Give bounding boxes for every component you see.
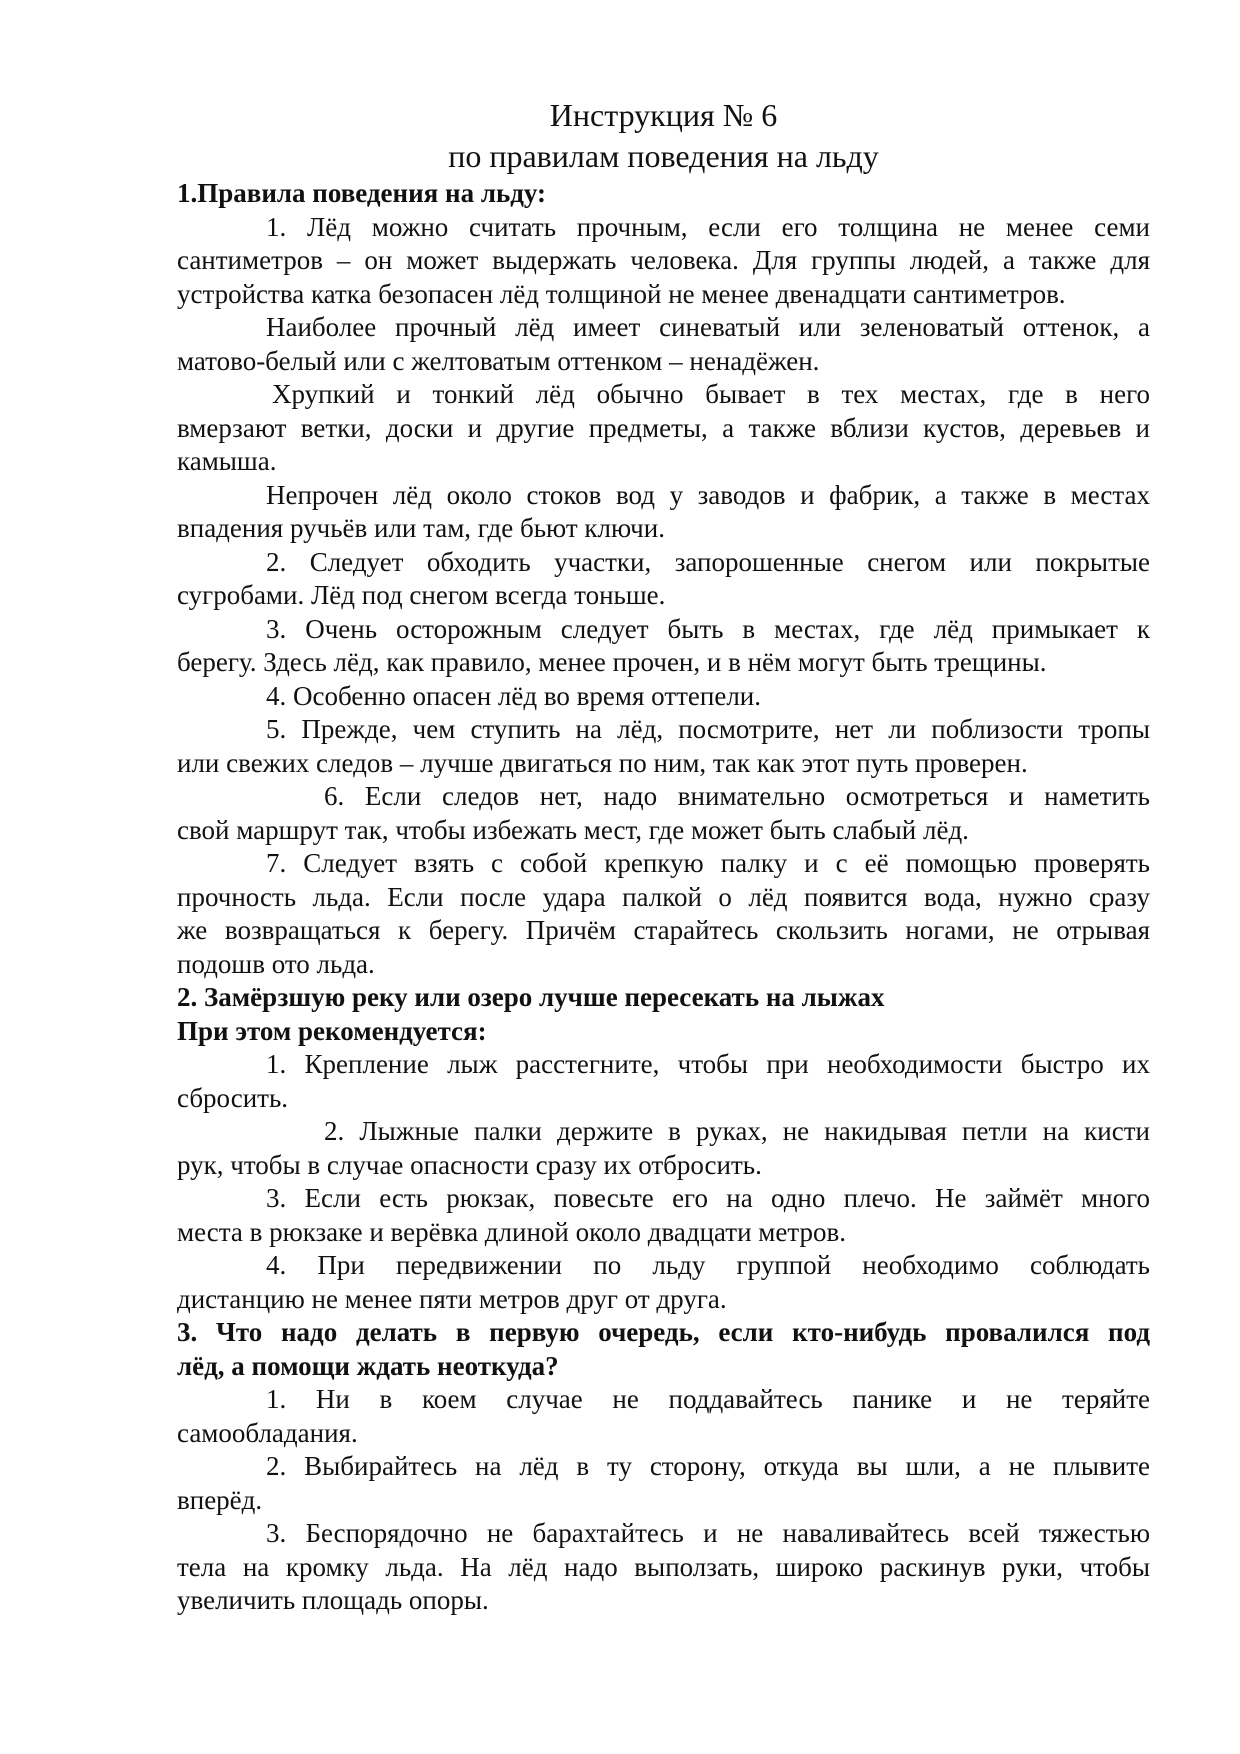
- text-line: сбросить.: [177, 1082, 289, 1113]
- text-line: При этом рекомендуется:: [177, 1015, 487, 1046]
- text-line: подошв ото льда.: [177, 948, 375, 979]
- paragraph: [177, 1517, 1150, 1618]
- text-line: 1. Крепление лыж расстегните, чтобы при необходимости быстро их: [266, 1049, 1150, 1079]
- paragraph: [177, 1450, 1150, 1517]
- text-line: 2. Следует обходить участки, запорошенные снегом или покрытые: [266, 546, 1150, 577]
- paragraph: [177, 1249, 1150, 1316]
- text-line: берегу. Здесь лёд, как правило, менее прочен, и в нём могут быть трещины.: [177, 647, 1047, 677]
- document-body: [177, 177, 1150, 1618]
- document-page: [177, 95, 1150, 1618]
- section-heading: [177, 981, 1150, 1015]
- text-line: 2. Лыжные палки держите в руках, не накидывая петли на кисти: [324, 1116, 1150, 1146]
- paragraph: [177, 1182, 1150, 1249]
- text-line: 1. Ни в коем случае не поддавайтесь панике и не теряйте: [266, 1384, 1150, 1414]
- text-line: 3. Если есть рюкзак, повесьте его на одно плечо. Не займёт много: [266, 1183, 1150, 1213]
- text-line: вперёд.: [177, 1484, 263, 1515]
- document-title: Инструкция № 6: [549, 97, 778, 133]
- text-line: 6. Если следов нет, надо внимательно осмотреться и наметить: [324, 781, 1150, 811]
- text-line: 7. Следует взять с собой крепкую палку и с её помощью проверять: [266, 848, 1150, 878]
- text-line: места в рюкзаке и верёвка длиной около двадцати метров.: [177, 1216, 847, 1247]
- paragraph: [177, 546, 1150, 613]
- paragraph: [177, 378, 1150, 479]
- text-line: 1. Лёд можно считать прочным, если его толщина не менее семи: [266, 211, 1150, 242]
- paragraph: [177, 211, 1150, 312]
- paragraph: [177, 1115, 1150, 1182]
- text-line: 3. Очень осторожным следует быть в местах, где лёд примыкает к: [266, 613, 1150, 644]
- text-line: свой маршрут так, чтобы избежать мест, где может быть слабый лёд.: [177, 814, 969, 845]
- text-line: увеличить площадь опоры.: [177, 1585, 489, 1615]
- paragraph: [177, 680, 1150, 714]
- document-subtitle: по правилам поведения на льду: [448, 138, 879, 174]
- text-line: тела на кромку льда. На лёд надо выползать, широко раскинув руки, чтобы: [177, 1551, 1150, 1582]
- text-line: вмерзают ветки, доски и другие предметы, а также вблизи кустов, деревьев и: [177, 412, 1150, 443]
- paragraph: [177, 1383, 1150, 1450]
- text-line: или свежих следов – лучше двигаться по ним, так как этот путь проверен.: [177, 747, 1028, 778]
- text-line: Непрочен лёд около стоков вод у заводов и фабрик, а также в местах: [266, 479, 1150, 510]
- paragraph: [177, 311, 1150, 378]
- text-line: самообладания.: [177, 1417, 358, 1448]
- text-line: Наиболее прочный лёд имеет синеватый или зеленоватый оттенок, а: [266, 312, 1150, 342]
- section-heading: [177, 1015, 1150, 1049]
- text-line: 5. Прежде, чем ступить на лёд, посмотрите, нет ли поблизости тропы: [266, 714, 1150, 744]
- text-line: камыша.: [177, 446, 277, 476]
- text-line: впадения ручьёв или там, где бьют ключи.: [177, 513, 665, 543]
- text-line: 2. Замёрзшую реку или озеро лучше пересекать на лыжах: [177, 982, 885, 1012]
- text-line: Хрупкий и тонкий лёд обычно бывает в тех местах, где в него: [272, 379, 1150, 409]
- text-line: сугробами. Лёд под снегом всегда тоньше.: [177, 580, 666, 610]
- paragraph: [177, 1048, 1150, 1115]
- text-line: 4. Особенно опасен лёд во время оттепели.: [266, 680, 762, 711]
- text-line: дистанцию не менее пяти метров друг от друга.: [177, 1283, 727, 1314]
- paragraph: [177, 713, 1150, 780]
- paragraph: [177, 847, 1150, 981]
- paragraph: [177, 479, 1150, 546]
- section-heading: [177, 1316, 1150, 1383]
- text-line: лёд, а помощи ждать неоткуда?: [177, 1350, 559, 1381]
- section-heading: [177, 177, 1150, 211]
- text-line: прочность льда. Если после удара палкой о лёд появится вода, нужно сразу: [177, 881, 1150, 912]
- paragraph: [177, 780, 1150, 847]
- text-line: матово-белый или с желтоватым оттенком – ненадёжен.: [177, 345, 820, 376]
- text-line: устройства катка безопасен лёд толщиной не менее двенадцати сантиметров.: [177, 278, 1066, 309]
- paragraph: [177, 613, 1150, 680]
- text-line: 4. При передвижении по льду группой необходимо соблюдать: [266, 1250, 1150, 1280]
- text-line: же возвращаться к берегу. Причём старайтесь скользить ногами, не отрывая: [177, 915, 1150, 945]
- text-line: 2. Выбирайтесь на лёд в ту сторону, откуда вы шли, а не плывите: [266, 1451, 1150, 1481]
- text-line: рук, чтобы в случае опасности сразу их отбросить.: [177, 1149, 762, 1180]
- text-line: 3. Что надо делать в первую очередь, если кто-нибудь провалился под: [177, 1317, 1150, 1347]
- text-line: сантиметров – он может выдержать человека. Для группы людей, а также для: [177, 245, 1150, 275]
- text-line: 3. Беспорядочно не барахтайтесь и не наваливайтесь всей тяжестью: [266, 1518, 1150, 1548]
- text-line: 1.Правила поведения на льду:: [177, 178, 547, 208]
